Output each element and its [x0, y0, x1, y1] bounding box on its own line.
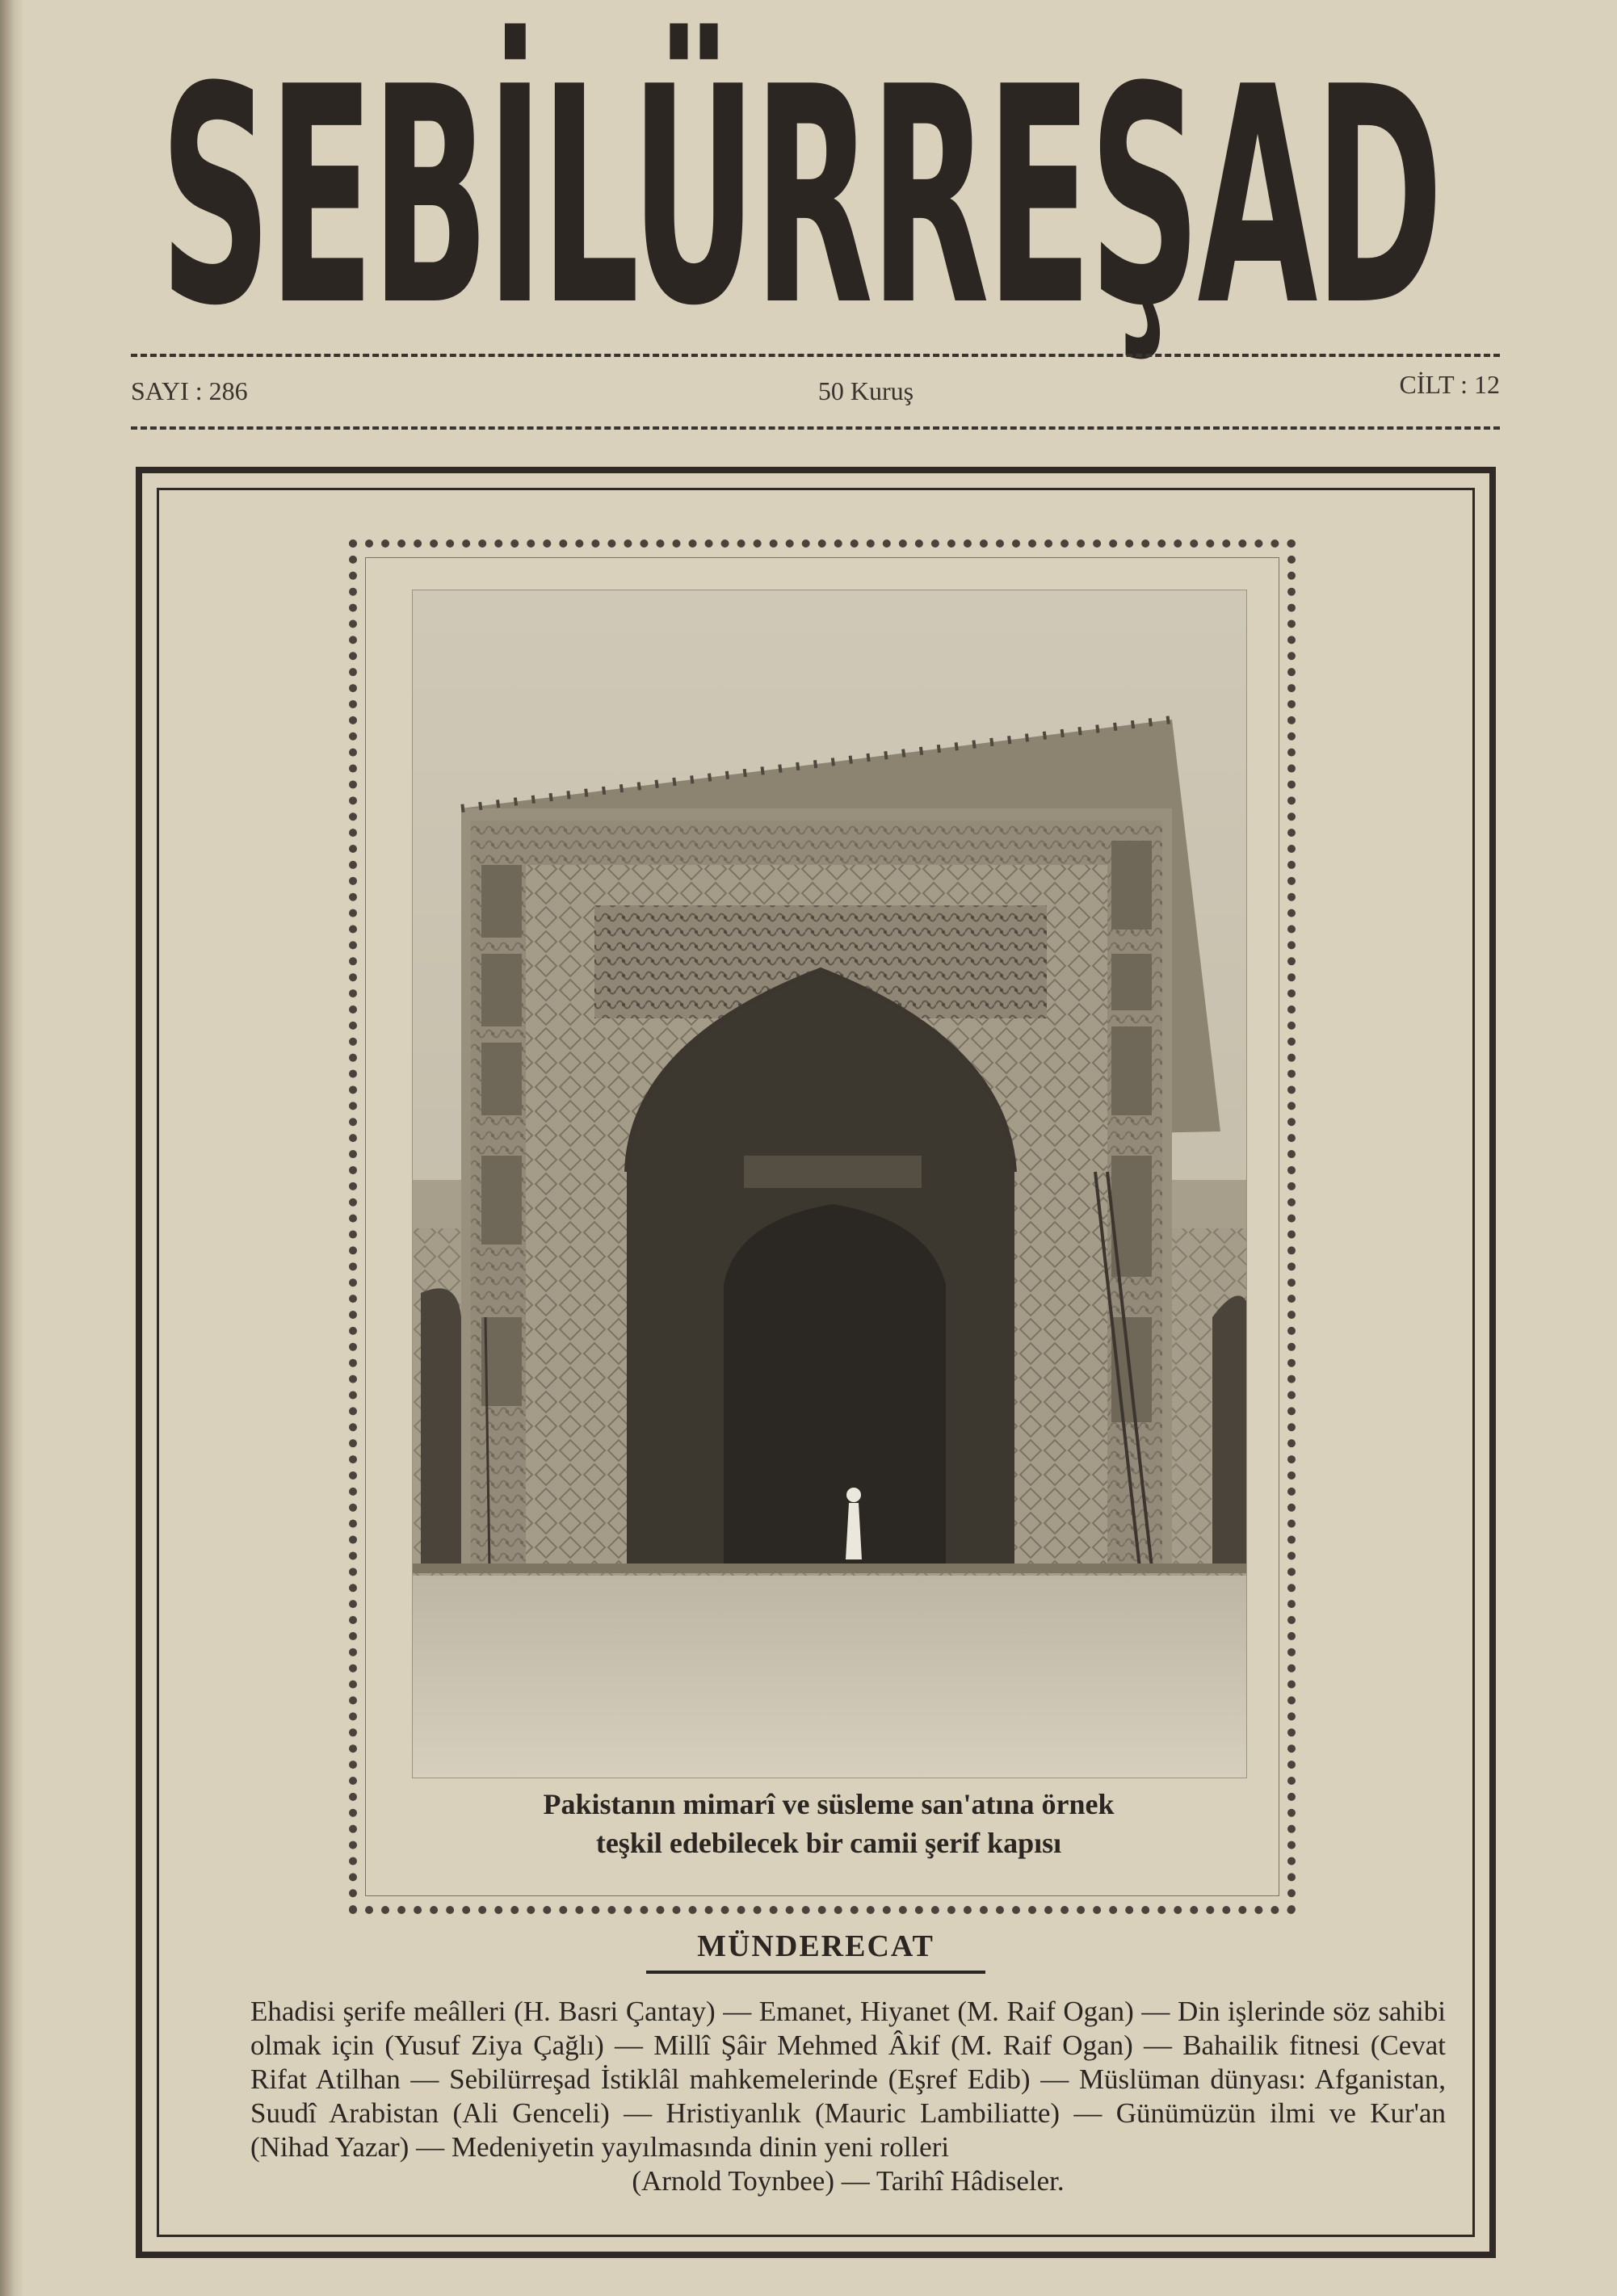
- issue-number: SAYI : 286: [131, 376, 248, 405]
- volume-number: CİLT : 12: [1399, 370, 1500, 399]
- page-edge: [0, 0, 24, 2296]
- photo-caption-line-1: Pakistanın mimarî ve süsleme san'atına örnek: [543, 1788, 1115, 1820]
- photo-caption: [412, 1785, 1245, 1862]
- mosque-gate-illustration: [413, 590, 1246, 1778]
- contents-heading: MÜNDERECAT: [646, 1929, 985, 1974]
- mosque-gate-photo: [412, 590, 1247, 1778]
- header-rule-top: [131, 354, 1500, 357]
- issue-price: 50 Kuruş: [817, 376, 914, 405]
- header-rule-bottom: [131, 426, 1500, 430]
- contents-list: [250, 1995, 1446, 2198]
- contents-last-line: (Arnold Toynbee) — Tarihî Hâdiseler.: [632, 2165, 1065, 2197]
- masthead-title: SEBİLÜRREŞAD: [159, 24, 1440, 371]
- contents-body: Ehadisi şerife meâlleri (H. Basri Çantay) — Emanet, Hiyanet (M. Raif Ogan) — Din işlerinde söz sahibi olmak için (Yusuf Ziya Çağlı) — Millî Şâir Mehmed Âkif (M. Raif Ogan) — Bahailik fitnesi (Cevat Rifat Atilhan — Sebilürreşad İstiklâl mahkemelerinde (Eşref Edib) — Müslüman dünyası: Afganistan, Suudî Arabistan (Ali Genceli) — Hristiyanlık (Mauric Lambiliatte) — Günümüzün ilmi ve Kur'an (Nihad Yazar) — Medeniyetin yayılmasında dinin yeni rolleri: [250, 1996, 1446, 2163]
- masthead: [145, 24, 1454, 371]
- photo-caption-line-2: teşkil edebilecek bir camii şerif kapısı: [595, 1827, 1062, 1859]
- issue-info-row: [131, 370, 1500, 410]
